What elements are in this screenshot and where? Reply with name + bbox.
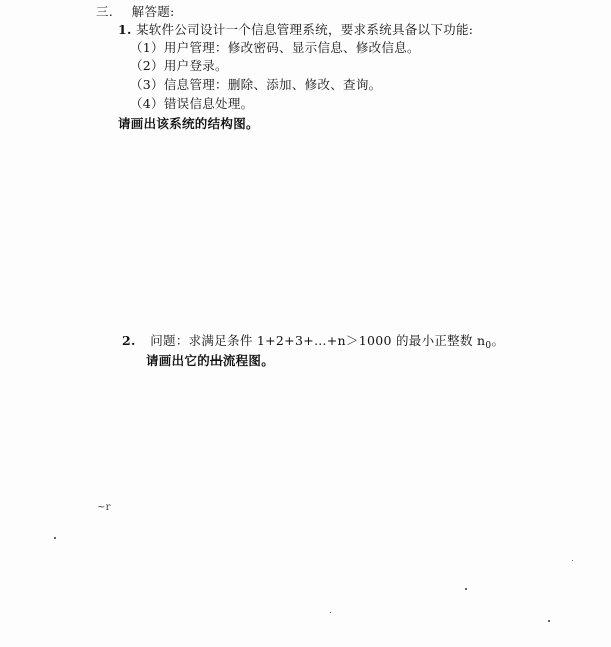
scan-speck bbox=[330, 612, 331, 613]
scan-speck bbox=[572, 560, 573, 561]
question-1-item-3: （3）信息管理：删除、添加、修改、查询。 bbox=[130, 77, 382, 92]
question-2-task-start: 请画出它的 bbox=[146, 353, 211, 368]
section-heading bbox=[96, 4, 175, 20]
question-2-stem-end: 。 bbox=[491, 333, 505, 348]
question-2-subscript: 0 bbox=[485, 341, 492, 351]
question-2-number: 2. bbox=[122, 333, 136, 348]
scan-scribble: ~r bbox=[97, 502, 111, 513]
question-2-stem: 问题：求满足条件 1+2+3+…+n＞1000 的最小正整数 n bbox=[150, 333, 486, 348]
scan-speck bbox=[54, 537, 56, 539]
section-title: 解答题: bbox=[131, 4, 175, 19]
question-1-stem: 某软件公司设计一个信息管理系统，要求系统具备以下功能: bbox=[135, 22, 474, 37]
scan-speck bbox=[465, 588, 467, 590]
scan-speck bbox=[548, 620, 550, 622]
question-1-stem-line bbox=[118, 22, 473, 38]
question-2-stem-line bbox=[122, 333, 504, 354]
question-1-item-2: （2）用户登录。 bbox=[130, 58, 228, 73]
section-number: 三. bbox=[96, 4, 114, 19]
question-2-task-end: 流程图。 bbox=[222, 353, 275, 368]
question-2-task bbox=[146, 353, 274, 369]
question-1-number: 1. bbox=[118, 22, 132, 37]
question-1-item-4: （4）错误信息处理。 bbox=[130, 96, 254, 111]
question-1-task: 请画出该系统的结构图。 bbox=[118, 116, 259, 131]
question-1-item-1: （1）用户管理：修改密码、显示信息、修改信息。 bbox=[130, 40, 420, 55]
question-2-task-struck: 出 bbox=[210, 353, 223, 368]
